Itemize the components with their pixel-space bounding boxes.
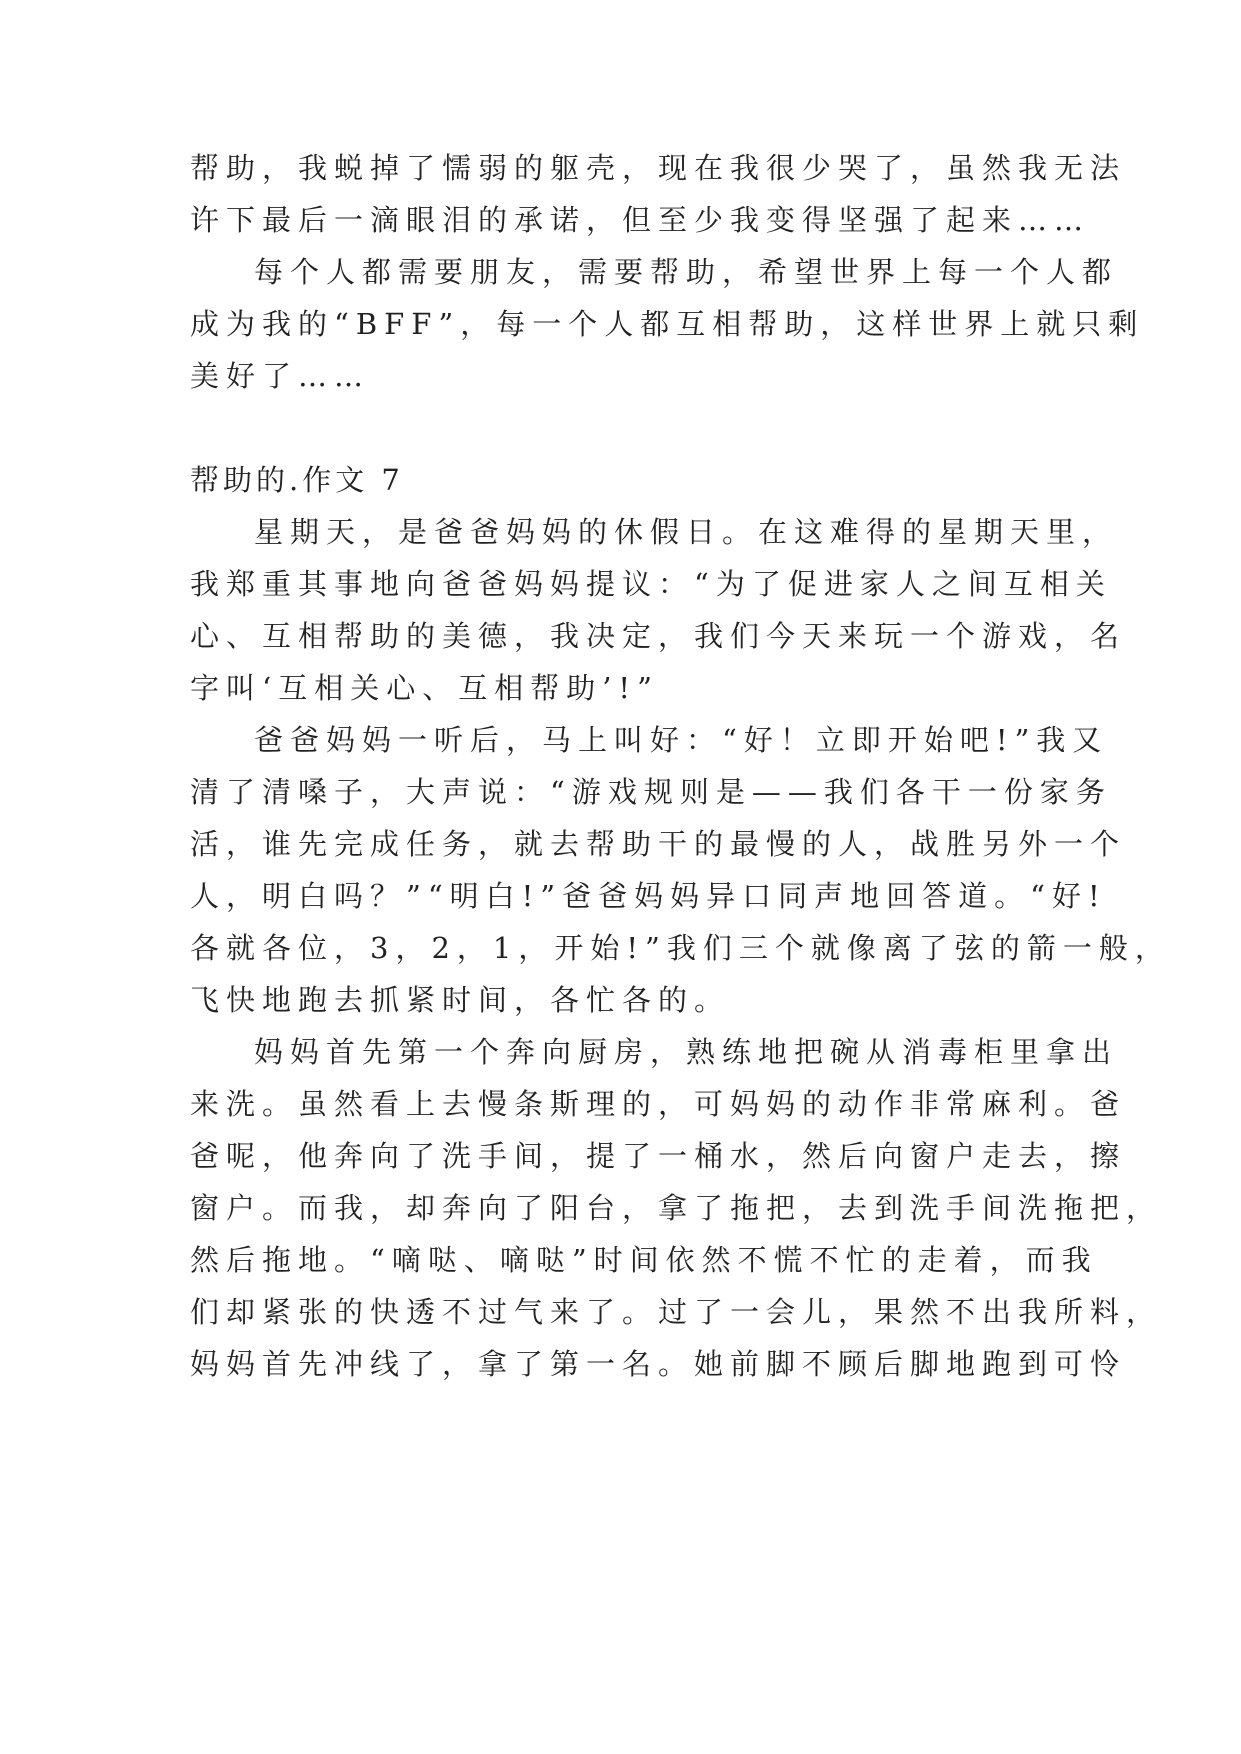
- text-line: 成为我的“BFF”，每一个人都互相帮助，这样世界上就只剩: [190, 307, 1145, 341]
- text-line: 然后拖地。“嘀哒、嘀哒”时间依然不慌不忙的走着，而我: [190, 1243, 1098, 1277]
- text-line: 美好了……: [190, 359, 371, 393]
- text-line: 妈妈首先冲线了，拿了第一名。她前脚不顾后脚地跑到可怜: [190, 1347, 1127, 1381]
- text-line: 帮助，我蜕掉了懦弱的躯壳，现在我很少哭了，虽然我无法: [190, 151, 1127, 185]
- text-line: 妈妈首先第一个奔向厨房，熟练地把碗从消毒柜里拿出: [254, 1035, 1119, 1069]
- text-line: 人，明白吗？”“明白!”爸爸妈妈异口同声地回答道。“好!: [190, 879, 1107, 913]
- text-line: 们却紧张的快透不过气来了。过了一会儿，果然不出我所料，: [190, 1295, 1163, 1329]
- text-line: 字叫‘互相关心、互相帮助’!”: [190, 671, 659, 705]
- text-line: 来洗。虽然看上去慢条斯理的，可妈妈的动作非常麻利。爸: [190, 1087, 1127, 1121]
- text-line: 爸爸妈妈一听后，马上叫好：“好！立即开始吧!”我又: [254, 723, 1109, 757]
- essay-title: 帮助的.作文 7: [190, 463, 404, 497]
- text-line: 飞快地跑去抓紧时间，各忙各的。: [190, 983, 731, 1017]
- text-line: 活，谁先完成任务，就去帮助干的最慢的人，战胜另外一个: [190, 827, 1127, 861]
- text-line: 心、互相帮助的美德，我决定，我们今天来玩一个游戏，名: [190, 619, 1127, 653]
- text-line: 我郑重其事地向爸爸妈妈提议：“为了促进家人之间互相关: [190, 567, 1112, 601]
- text-line: 许下最后一滴眼泪的承诺，但至少我变得坚强了起来……: [190, 203, 1091, 237]
- text-line: 各就各位，3，2，1，开始!”我们三个就像离了弦的箭一般，: [190, 931, 1171, 965]
- text-line: 窗户。而我，却奔向了阳台，拿了拖把，去到洗手间洗拖把，: [190, 1191, 1163, 1225]
- text-line: 清了清嗓子，大声说：“游戏规则是——我们各干一份家务: [190, 775, 1112, 809]
- text-line: 每个人都需要朋友，需要帮助，希望世界上每一个人都: [254, 255, 1119, 289]
- text-line: 爸呢，他奔向了洗手间，提了一桶水，然后向窗户走去，擦: [190, 1139, 1127, 1173]
- text-line: 星期天，是爸爸妈妈的休假日。在这难得的星期天里，: [254, 515, 1119, 549]
